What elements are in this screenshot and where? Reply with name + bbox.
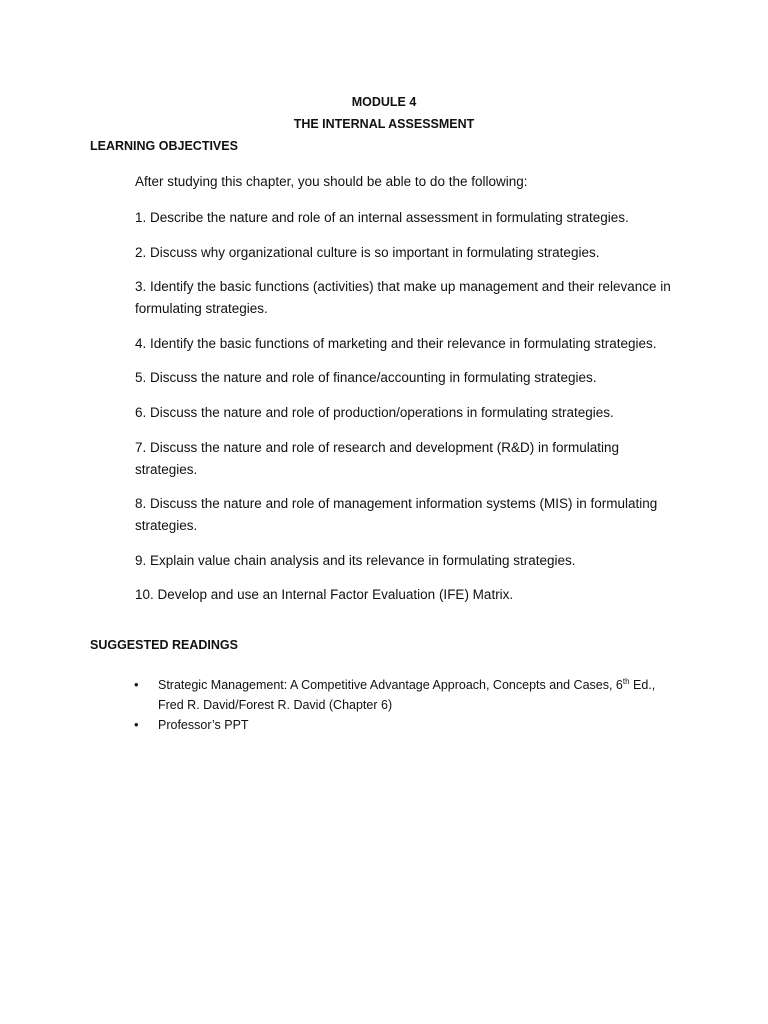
readings-list (134, 675, 674, 735)
learning-objectives-heading: LEARNING OBJECTIVES (90, 139, 238, 153)
module-title: MODULE 4 (351, 95, 417, 109)
objective-item: 7. Discuss the nature and role of research and development (R&D) in formulating strategies. (135, 439, 619, 477)
edition-label: Ed., (629, 678, 656, 692)
objective-item: 1. Describe the nature and role of an internal assessment in formulating strategies. (135, 210, 629, 225)
objective-item: 5. Discuss the nature and role of finance/accounting in formulating strategies. (135, 370, 597, 386)
edition-suffix: th (622, 676, 630, 686)
book-authors: Fred R. David/Forest R. David (Chapter 6) (158, 698, 393, 712)
bullet-icon: • (134, 717, 139, 732)
assessment-title: THE INTERNAL ASSESSMENT (293, 117, 475, 131)
reading-item-ppt (134, 715, 674, 735)
objective-item: 9. Explain value chain analysis and its relevance in formulating strategies. (135, 552, 576, 568)
objective-item: 10. Develop and use an Internal Factor Evaluation (IFE) Matrix. (135, 587, 514, 603)
reading-item-book (134, 675, 674, 715)
objective-item: 3. Identify the basic functions (activities) that make up management and their relevance in formulating strategies. (135, 279, 671, 317)
objective-item: 4. Identify the basic functions of marketing and their relevance in formulating strategies. (135, 335, 657, 351)
objective-item: 6. Discuss the nature and role of production/operations in formulating strategies. (135, 404, 614, 420)
bullet-icon: • (134, 677, 139, 692)
suggested-readings-heading: SUGGESTED READINGS (90, 638, 238, 652)
objective-item: 8. Discuss the nature and role of management information systems (MIS) in formulating strategies. (135, 496, 658, 534)
objectives-intro: After studying this chapter, you should be able to do the following: (135, 174, 528, 189)
ppt-label: Professor’s PPT (158, 718, 249, 732)
objective-item: 2. Discuss why organizational culture is so important in formulating strategies. (135, 244, 600, 260)
book-title: Strategic Management: A Competitive Advantage Approach, Concepts and Cases, 6 (158, 678, 623, 692)
objectives-list (135, 207, 680, 619)
